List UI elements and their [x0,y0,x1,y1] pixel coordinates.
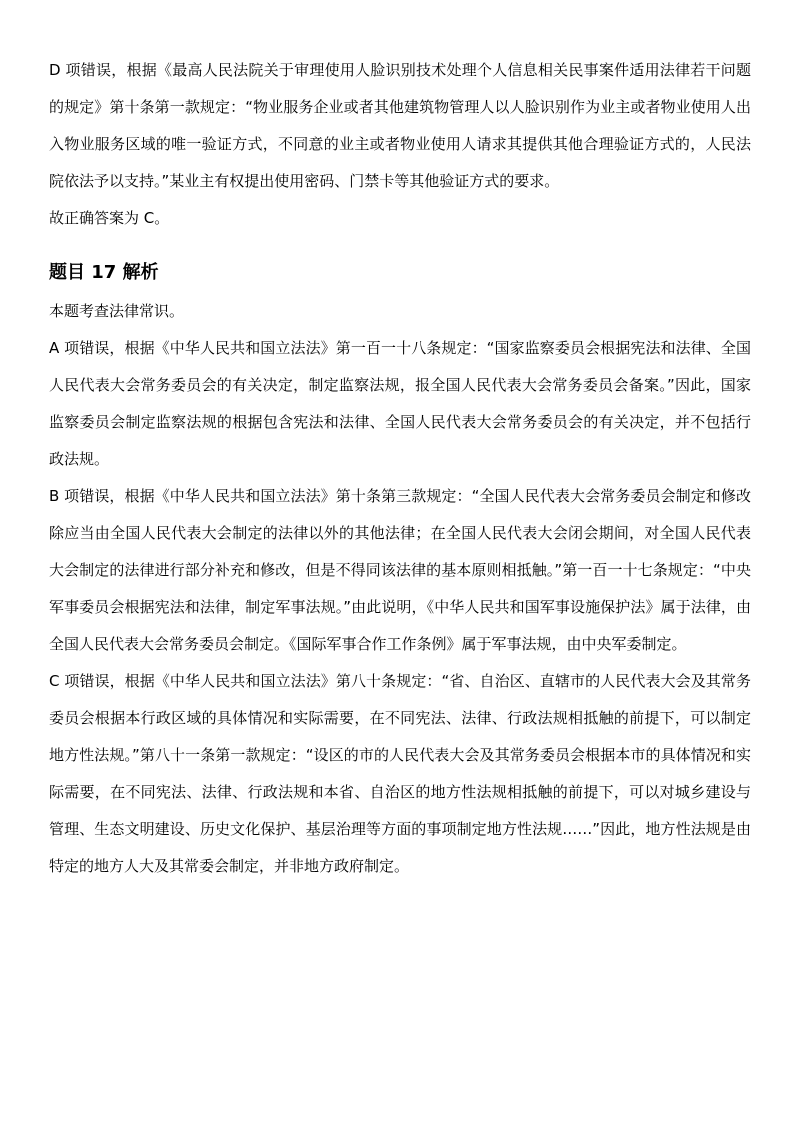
option-b-paragraph: B 项错误，根据《中华人民共和国立法法》第十条第三款规定：“全国人民代表大会常务委员会制定和修改除应当由全国人民代表大会制定的法律以外的其他法律；在全国人民代表大会闭会期间，对全国人民代表大会制定的法律进行部分补充和修改，但是不得同该法律的基本原则相抵触。”第一百一十七条规定：“中央军事委员会根据宪法和法律，制定军事法规。”由此说明，《中华人民共和国军事设施保护法》属于法律，由全国人民代表大会常务委员会制定。《国际军事合作工作条例》属于军事法规，由中央军委制定。 [49,487,752,653]
option-c-paragraph: C 项错误，根据《中华人民共和国立法法》第八十条规定：“省、自治区、直辖市的人民代表大会及其常务委员会根据本行政区域的具体情况和实际需要，在不同宪法、法律、行政法规相抵触的前提下，可以制定地方性法规。”第八十一条第一款规定：“设区的市的人民代表大会及其常务委员会根据本市的具体情况和实际需要，在不同宪法、法律、行政法规和本省、自治区的地方性法规相抵触的前提下，可以对城乡建设与管理、生态文明建设、历史文化保护、基层治理等方面的事项制定地方性法规……”因此，地方性法规是由特定的地方人大及其常委会制定，并非地方政府制定。 [49,672,751,875]
document-page [49,52,751,885]
question-17-heading: 题目 17 解析 [49,262,159,283]
answer-line: 故正确答案为 C。 [49,209,170,227]
option-a-paragraph: A 项错误，根据《中华人民共和国立法法》第一百一十八条规定：“国家监察委员会根据宪法和法律、全国人民代表大会常务委员会的有关决定，制定监察法规，报全国人民代表大会常务委员会备案。”因此，国家监察委员会制定监察法规的根据包含宪法和法律、全国人民代表大会常务委员会的有关决定，并不包括行政法规。 [49,339,751,468]
option-d-paragraph: D 项错误，根据《最高人民法院关于审理使用人脸识别技术处理个人信息相关民事案件适用法律若干问题的规定》第十条第一款规定：“物业服务企业或者其他建筑物管理人以人脸识别作为业主或者物业使用人出入物业服务区域的唯一验证方式，不同意的业主或者物业使用人请求其提供其他合理验证方式的，人民法院依法予以支持。”某业主有权提出使用密码、门禁卡等其他验证方式的要求。 [49,61,751,190]
question-17-intro: 本题考查法律常识。 [49,302,185,320]
